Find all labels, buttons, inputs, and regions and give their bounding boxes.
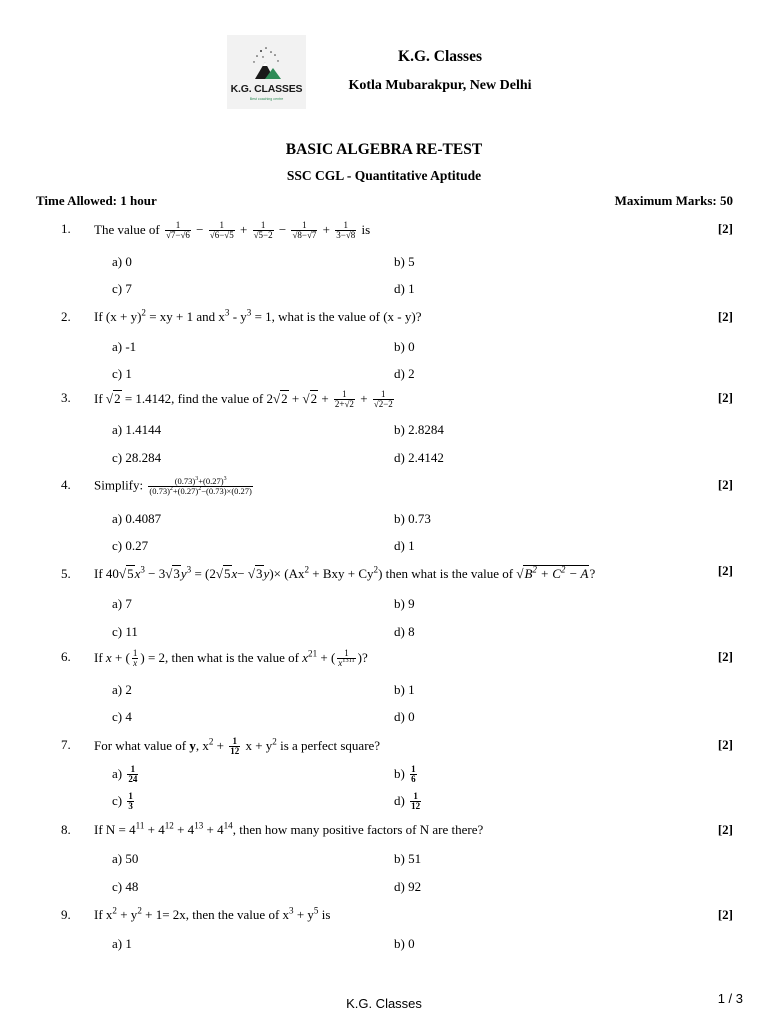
option-b: b) 1 <box>394 682 415 697</box>
option-d: d) 1 <box>394 538 415 553</box>
question-text: For what value of y, $x^2$ + $\frac{1}{12}$ $x + y^2$ is a perfect square? <box>94 736 381 757</box>
logo-text: K.G. CLASSES <box>230 83 303 95</box>
logo-tagline: Best coaching centre <box>249 97 284 101</box>
option-b: b) $\frac{1}{6}$ <box>394 764 416 785</box>
question-text: Simplify: $\frac{(0.73)^3+(0.27)^3}{(0.73)^2+(0.27)^2-(0.73)\times(0.27)}$ <box>94 476 252 496</box>
question-number: 6. <box>61 649 71 664</box>
question-text: If $40√5x^3 - 3√3y^3 = (2√5x- √3y)\times (Ax^2$ + Bxy + $Cy^2$) then what is the value of $√B^2 + C^2 - A$? <box>94 564 596 581</box>
question-marks: [2] <box>717 309 733 324</box>
question-number: 7. <box>61 737 71 752</box>
question-number: 5. <box>61 566 71 581</box>
option-d: d) 0 <box>394 709 415 724</box>
option-c: c) 1 <box>112 366 132 381</box>
option-b: b) 0 <box>394 936 415 951</box>
org-address: Kotla Mubarakpur, New Delhi <box>348 78 532 93</box>
option-b: b) 2.8284 <box>394 422 444 437</box>
option-c: c) 7 <box>112 281 132 296</box>
option-a: a) 7 <box>112 596 132 611</box>
option-c: c) 48 <box>112 879 139 894</box>
option-b: b) 5 <box>394 254 415 269</box>
mountain-logo-icon <box>227 35 306 83</box>
option-a: a) 0 <box>112 254 132 269</box>
question-text: If $x^2 + y^2 + 1= 2x$, then the value of $x^3 + y^5$ is <box>94 905 331 922</box>
option-a: a) 2 <box>112 682 132 697</box>
question-marks: [2] <box>717 737 733 752</box>
option-c: c) $\frac{1}{3}$ <box>112 791 133 812</box>
question-marks: [2] <box>717 221 733 236</box>
question-number: 8. <box>61 822 71 837</box>
question-marks: [2] <box>717 477 733 492</box>
time-allowed: Time Allowed: 1 hour <box>36 193 157 208</box>
option-b: b) 9 <box>394 596 415 611</box>
option-a: a) -1 <box>112 339 137 354</box>
option-a: a) $\frac{1}{24}$ <box>112 764 138 785</box>
question-marks: [2] <box>717 649 733 664</box>
org-name: K.G. Classes <box>398 48 482 65</box>
option-d: d) 8 <box>394 624 415 639</box>
option-b: b) 0 <box>394 339 415 354</box>
footer-org-name: K.G. Classes <box>346 996 422 1011</box>
question-marks: [2] <box>717 822 733 837</box>
question-text: If $(x + y)^2$ = xy + 1 and $x^3 - y^3 = 1$, what is the value of (x - y)? <box>94 307 422 324</box>
logo <box>227 35 306 109</box>
option-c: c) 28.284 <box>112 450 162 465</box>
question-marks: [2] <box>717 563 733 578</box>
question-text: If x + ( $\frac{1}{x}$ ) = 2, then what is the value of $x^{21}$ + ( $\frac{1}{x^{1311}}$ )? <box>94 648 368 669</box>
question-text: The value of $\frac{1}{√7-√6}$ − $\frac{1}{√6-√5}$ + $\frac{1}{√5-2}$ − $\frac{1}{√8-√7}$ + $\frac{1}{3-√8}$ is <box>94 220 371 241</box>
option-d: d) 1 <box>394 281 415 296</box>
option-b: b) 0.73 <box>394 511 431 526</box>
page-title: BASIC ALGEBRA RE-TEST <box>285 141 483 158</box>
option-d: d) 2 <box>394 366 415 381</box>
question-text: If √2 = 1.4142, find the value of 2√2 + √2 + $\frac{1}{2+√2}$ + $\frac{1}{√2-2}$ <box>94 389 393 410</box>
page-subtitle: SSC CGL - Quantitative Aptitude <box>286 168 482 183</box>
question-number: 2. <box>61 309 71 324</box>
option-a: a) 0.4087 <box>112 511 162 526</box>
option-a: a) 1.4144 <box>112 422 162 437</box>
page-number: 1 / 3 <box>717 991 743 1006</box>
option-a: a) 1 <box>112 936 132 951</box>
option-b: b) 51 <box>394 851 422 866</box>
option-d: d) 92 <box>394 879 422 894</box>
question-number: 9. <box>61 907 71 922</box>
question-marks: [2] <box>717 390 733 405</box>
question-number: 3. <box>61 390 71 405</box>
option-d: d) $\frac{1}{12}$ <box>394 791 421 812</box>
option-c: c) 11 <box>112 624 138 639</box>
option-a: a) 50 <box>112 851 139 866</box>
question-marks: [2] <box>717 907 733 922</box>
option-d: d) 2.4142 <box>394 450 444 465</box>
question-number: 1. <box>61 221 71 236</box>
question-number: 4. <box>61 477 71 492</box>
maximum-marks: Maximum Marks: 50 <box>614 193 733 208</box>
option-c: c) 0.27 <box>112 538 149 553</box>
option-c: c) 4 <box>112 709 132 724</box>
question-text: If $N = 4^{11} + 4^{12} + 4^{13} + 4^{14}$, then how many positive factors of N are there? <box>94 820 484 837</box>
